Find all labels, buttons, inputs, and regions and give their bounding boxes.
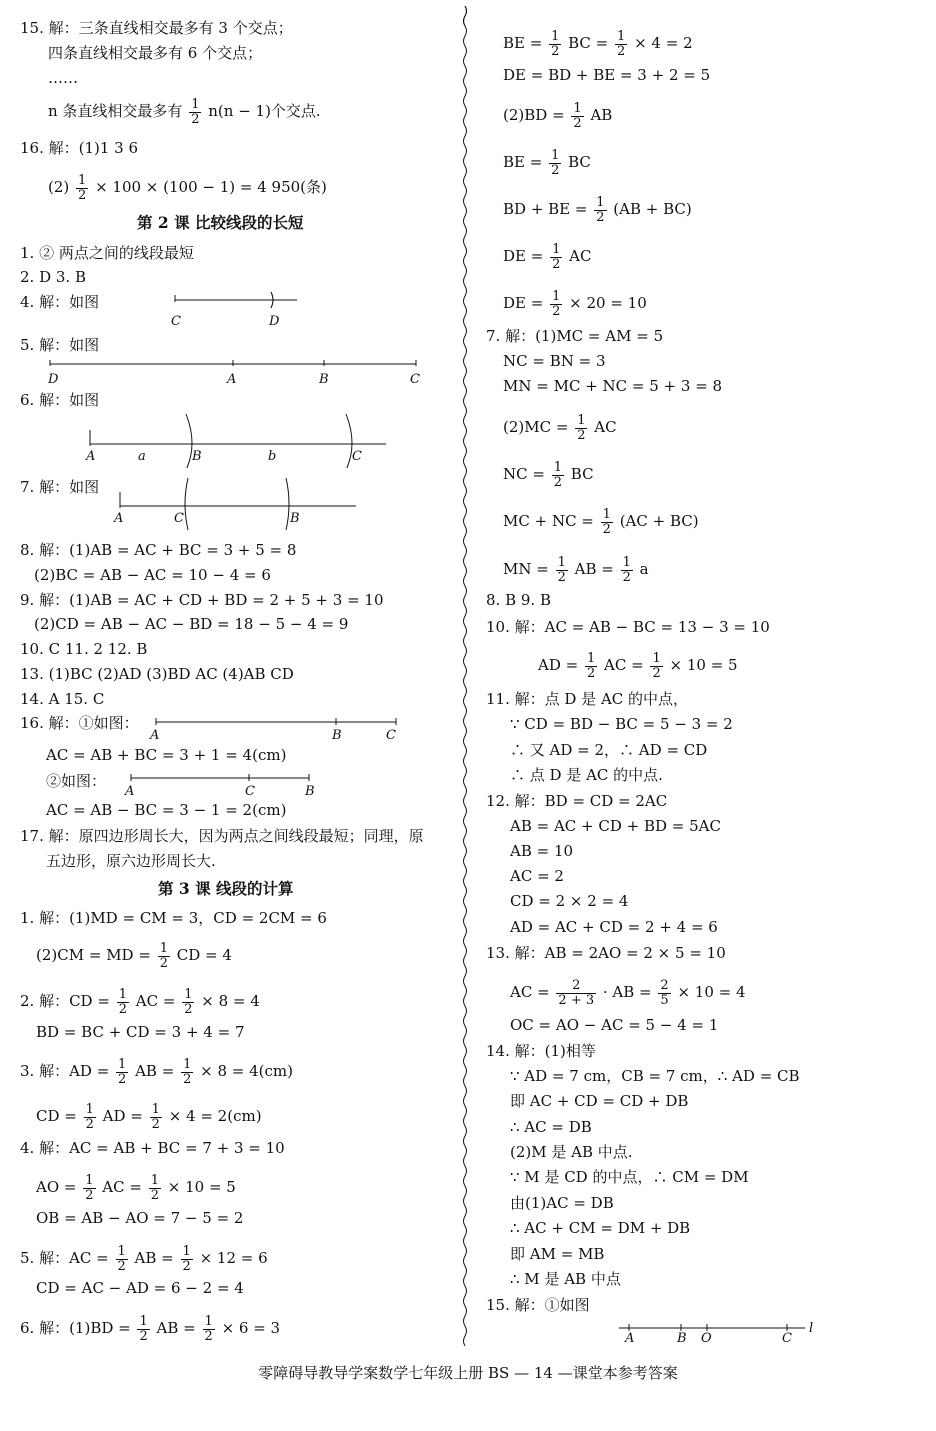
fraction: $\frac{1}{2}$ [191, 96, 200, 127]
fig5-label-c: C [410, 372, 420, 387]
answer-line-left-5: 2. D 3. B [20, 268, 86, 286]
fig15-label-o: O [701, 1331, 712, 1346]
figure-6 [80, 408, 390, 468]
fraction-line-c1: (2)CM = MD = $\frac{1}{2}$ CD = 4 [36, 940, 232, 971]
answer-line-right-7: ∵ CD = BD − BC = 5 − 3 = 2 [510, 715, 733, 733]
fraction-line-r2: (2)BD = $\frac{1}{2}$ AB [503, 100, 613, 131]
fraction: $\frac{1}{2}$ [586, 650, 596, 681]
answer-line-right-12: AB = 10 [510, 842, 574, 860]
fraction: $\frac{1}{2}$ [552, 241, 561, 272]
fraction-line-r11: AD = $\frac{1}{2}$ AC = $\frac{1}{2}$ × 10 = 5 [538, 650, 738, 681]
fraction-line-l16b: (2) $\frac{1}{2}$ × 100 × (100 − 1) = 4 950(条) [48, 172, 327, 203]
answer-line-right-22: (2)M 是 AB 中点. [510, 1143, 633, 1161]
fraction-line-r1: BE = $\frac{1}{2}$ BC = $\frac{1}{2}$ × 4 = 2 [503, 28, 693, 59]
answer-line-left-27: CD = AC − AD = 6 − 2 = 4 [36, 1279, 244, 1297]
fraction: $\frac{1}{2}$ [85, 1172, 94, 1203]
fraction-line-r10: MN = $\frac{1}{2}$ AB = $\frac{1}{2}$ a [503, 554, 649, 585]
answer-line-right-3: MN = MC + NC = 5 + 3 = 8 [503, 377, 723, 395]
answer-line-left-10: 8. 解：(1)AB = AC + BC = 3 + 5 = 8 [20, 541, 297, 559]
answer-line-left-12: 9. 解：(1)AB = AC + CD + BD = 2 + 5 + 3 = 10 [20, 591, 384, 609]
answer-line-right-18: 14. 解：(1)相等 [486, 1042, 596, 1060]
answer-line-left-25: 4. 解：AC = AB + BC = 7 + 3 = 10 [20, 1139, 285, 1157]
answer-line-left-19: ②如图： [46, 772, 107, 790]
column-divider [462, 6, 468, 1346]
fig6-label-a: A [86, 449, 96, 464]
fig16b-label-c: C [245, 784, 255, 798]
fig6-label-seg-a: a [138, 449, 146, 464]
fig6-label-c: C [352, 449, 362, 464]
fig7-label-c: C [174, 511, 184, 526]
heading-lesson-2: 第 2 课 比较线段的长短 [137, 213, 304, 232]
answer-line-left-18: AC = AB + BC = 3 + 1 = 4(cm) [46, 746, 287, 764]
fig5-label-b: B [319, 372, 329, 387]
heading-lesson-3: 第 3 课 线段的计算 [158, 879, 294, 898]
answer-line-right-6: 11. 解：点 D 是 AC 的中点， [486, 690, 689, 708]
answer-line-right-23: ∵ M 是 CD 的中点，∴ CM = DM [510, 1168, 749, 1186]
fraction: $\frac{1}{2}$ [577, 412, 586, 443]
page-footer: 零障碍导教导学案数学七年级上册 BS — 14 —课堂本参考答案 [258, 1364, 678, 1382]
fraction: $\frac{1}{2}$ [553, 459, 562, 490]
figure-5 [40, 354, 430, 390]
fig15-label-l: l [809, 1321, 814, 1336]
answer-line-left-16: 14. A 15. C [20, 690, 105, 708]
fraction-line-c3b: CD = $\frac{1}{2}$ AD = $\frac{1}{2}$ × 4 = 2(cm) [36, 1101, 262, 1132]
answer-line-right-21: ∴ AC = DB [510, 1118, 592, 1136]
fraction: $\frac{1}{2}$ [118, 986, 127, 1017]
fig6-label-b: B [192, 449, 202, 464]
answer-line-left-1: 四条直线相交最多有 6 个交点； [48, 44, 263, 62]
fig16b-label-a: A [125, 784, 135, 798]
answer-line-left-2: …… [48, 69, 78, 87]
answer-line-right-16: 13. 解：AB = 2AO = 2 × 5 = 10 [486, 944, 726, 962]
fraction: $\frac{1}{2}$ [85, 1101, 94, 1132]
fraction-line-r3: BE = $\frac{1}{2}$ BC [503, 147, 591, 178]
fraction: $\frac{1}{2}$ [622, 554, 631, 585]
answer-line-right-1: 7. 解：(1)MC = AM = 5 [486, 327, 664, 345]
fraction-line-r5: DE = $\frac{1}{2}$ AC [503, 241, 592, 272]
fraction: $\frac{1}{2}$ [139, 1313, 148, 1344]
fig4-label-d: D [269, 314, 280, 329]
fraction: $\frac{1}{2}$ [551, 147, 560, 178]
answer-line-right-9: ∴ 点 D 是 AC 的中点. [510, 766, 663, 784]
answer-line-left-9: 7. 解：如图 [20, 478, 100, 496]
answer-line-right-13: AC = 2 [510, 867, 564, 885]
fraction: $\frac{1}{2}$ [117, 1243, 126, 1274]
fraction-line-r8: NC = $\frac{1}{2}$ BC [503, 459, 594, 490]
answer-line-left-24: BD = BC + CD = 3 + 4 = 7 [36, 1023, 245, 1041]
answer-line-left-0: 15. 解：三条直线相交最多有 3 个交点； [20, 19, 293, 37]
fraction-line-l15n: n 条直线相交最多有 $\frac{1}{2}$ n(n − 1)个交点. [48, 96, 321, 127]
fraction: $\frac{2}{5}$ [660, 977, 669, 1008]
fraction: $\frac{1}{2}$ [78, 172, 87, 203]
answer-line-right-28: 15. 解：①如图 [486, 1296, 590, 1314]
fig15-label-c: C [782, 1331, 792, 1346]
fig16a-label-b: B [332, 728, 342, 742]
answer-line-right-25: ∴ AC + CM = DM + DB [510, 1219, 691, 1237]
fraction: $\frac{1}{2}$ [184, 986, 193, 1017]
fraction-line-r6: DE = $\frac{1}{2}$ × 20 = 10 [503, 288, 647, 319]
answer-line-right-4: 8. B 9. B [486, 591, 551, 609]
fig16a-label-c: C [386, 728, 396, 742]
fig5-label-a: A [227, 372, 237, 387]
figure-4 [165, 290, 305, 332]
answer-line-left-6: 4. 解：如图 [20, 293, 100, 311]
fraction: $\frac{1}{2}$ [552, 288, 561, 319]
fraction: $\frac{1}{2}$ [182, 1243, 191, 1274]
fig15-label-a: A [625, 1331, 635, 1346]
answer-line-left-21: 17. 解：原四边形周长大，因为两点之间线段最短；同理，原 [20, 827, 424, 845]
fraction: $\frac{2}{2 + 3}$ [558, 977, 595, 1008]
answer-line-left-3: 16. 解：(1)1 3 6 [20, 139, 139, 157]
fraction: $\frac{1}{2}$ [573, 100, 582, 131]
answer-line-right-2: NC = BN = 3 [503, 352, 606, 370]
fraction: $\frac{1}{2}$ [151, 1101, 160, 1132]
fraction: $\frac{1}{2}$ [551, 28, 560, 59]
answer-line-left-4: 1. ② 两点之间的线段最短 [20, 244, 194, 262]
answer-line-right-20: 即 AC + CD = CD + DB [510, 1092, 689, 1110]
answer-line-left-8: 6. 解：如图 [20, 391, 100, 409]
fig5-label-d: D [48, 372, 59, 387]
answer-line-left-11: (2)BC = AB − AC = 10 − 4 = 6 [34, 566, 271, 584]
fraction-line-c2: 2. 解：CD = $\frac{1}{2}$ AC = $\frac{1}{2}$ × 8 = 4 [20, 986, 260, 1017]
answer-line-left-20: AC = AB − BC = 3 − 1 = 2(cm) [46, 801, 287, 819]
fraction: $\frac{1}{2}$ [596, 194, 605, 225]
answer-line-right-27: ∴ M 是 AB 中点 [510, 1270, 621, 1288]
answer-line-right-0: DE = BD + BE = 3 + 2 = 5 [503, 66, 711, 84]
fraction-line-c6: 6. 解：(1)BD = $\frac{1}{2}$ AB = $\frac{1}{2}$ × 6 = 3 [20, 1313, 281, 1344]
answer-line-right-14: CD = 2 × 2 = 4 [510, 892, 629, 910]
fig4-label-c: C [171, 314, 181, 329]
answer-line-left-17: 16. 解：①如图： [20, 714, 139, 732]
fig16a-label-a: A [150, 728, 160, 742]
fraction-line-c5: 5. 解：AC = $\frac{1}{2}$ AB = $\frac{1}{2}$ × 12 = 6 [20, 1243, 268, 1274]
fraction-line-c4: AO = $\frac{1}{2}$ AC = $\frac{1}{2}$ × 10 = 5 [36, 1172, 236, 1203]
fraction: $\frac{1}{2}$ [150, 1172, 159, 1203]
fig7-label-a: A [114, 511, 124, 526]
fig16b-label-b: B [305, 784, 315, 798]
fraction: $\frac{1}{2}$ [602, 506, 611, 537]
figure-7 [110, 478, 360, 530]
fraction: $\frac{1}{2}$ [183, 1056, 192, 1087]
fraction-line-r4: BD + BE = $\frac{1}{2}$ (AB + BC) [503, 194, 692, 225]
answer-line-left-14: 10. C 11. 2 12. B [20, 640, 148, 658]
fraction: $\frac{1}{2}$ [557, 554, 566, 585]
fraction: $\frac{1}{2}$ [617, 28, 626, 59]
fraction: $\frac{1}{2}$ [204, 1313, 213, 1344]
figure-16b [121, 768, 321, 798]
answer-line-left-23: 1. 解：(1)MD = CM = 3，CD = 2CM = 6 [20, 909, 327, 927]
answer-line-left-15: 13. (1)BC (2)AD (3)BD AC (4)AB CD [20, 665, 294, 683]
answer-line-right-19: ∵ AD = 7 cm，CB = 7 cm，∴ AD = CB [510, 1067, 800, 1085]
answer-line-right-15: AD = AC + CD = 2 + 4 = 6 [510, 918, 718, 936]
fraction-line-c3: 3. 解：AD = $\frac{1}{2}$ AB = $\frac{1}{2}$ × 8 = 4(cm) [20, 1056, 293, 1087]
fraction: $\frac{1}{2}$ [118, 1056, 127, 1087]
answer-line-right-17: OC = AO − AC = 5 − 4 = 1 [510, 1016, 719, 1034]
fraction-line-r7: (2)MC = $\frac{1}{2}$ AC [503, 412, 617, 443]
answer-line-right-5: 10. 解：AC = AB − BC = 13 − 3 = 10 [486, 618, 770, 636]
fraction: $\frac{1}{2}$ [159, 940, 168, 971]
figure-16a [146, 712, 406, 742]
fig15-label-b: B [677, 1331, 687, 1346]
answer-line-right-26: 即 AM = MB [510, 1245, 605, 1263]
fraction-line-r12: AC = $\frac{2}{2 + 3}$ · AB = $\frac{2}{5}$ × 10 = 4 [510, 977, 746, 1008]
answer-line-left-26: OB = AB − AO = 7 − 5 = 2 [36, 1209, 244, 1227]
answer-line-right-8: ∴ 又 AD = 2，∴ AD = CD [510, 741, 708, 759]
answer-line-left-7: 5. 解：如图 [20, 336, 100, 354]
answer-line-left-22: 五边形，原六边形周长大. [46, 852, 216, 870]
fraction-line-r9: MC + NC = $\frac{1}{2}$ (AC + BC) [503, 506, 699, 537]
answer-line-right-11: AB = AC + CD + BD = 5AC [510, 817, 721, 835]
answer-line-right-10: 12. 解：BD = CD = 2AC [486, 792, 668, 810]
fig6-label-seg-b: b [268, 449, 277, 464]
answer-line-right-24: 由(1)AC = DB [510, 1194, 614, 1212]
fraction: $\frac{1}{2}$ [652, 650, 661, 681]
fig7-label-b: B [290, 511, 300, 526]
figure-15-right [615, 1318, 825, 1346]
answer-line-left-13: (2)CD = AB − AC − BD = 18 − 5 − 4 = 9 [34, 615, 349, 633]
